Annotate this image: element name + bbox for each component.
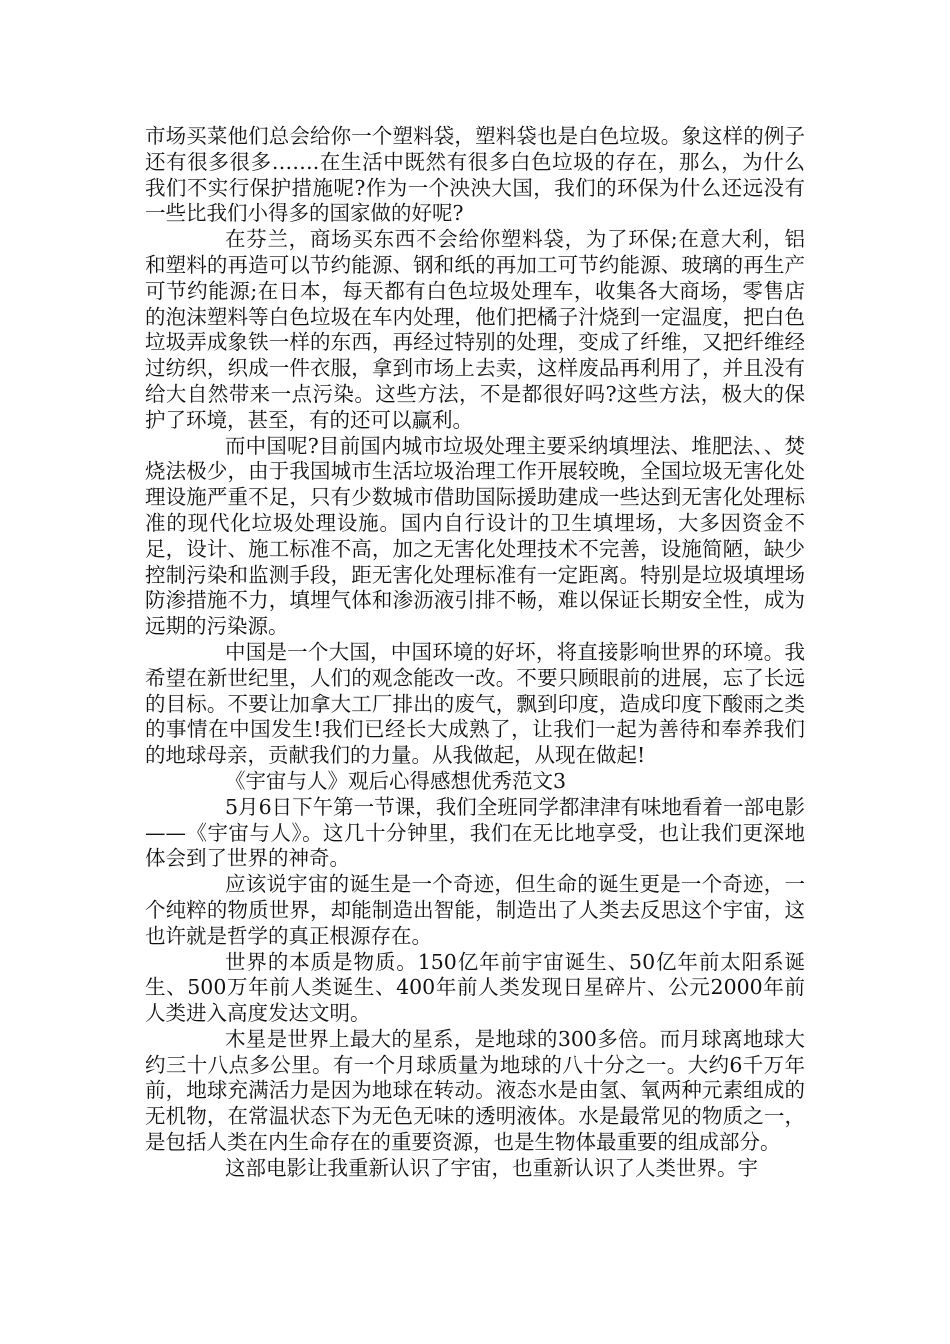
section-heading: 《宇宙与人》观后心得感想优秀范文3 — [225, 768, 567, 793]
paragraph-3: 而中国呢?目前国内城市垃圾处理主要采纳填埋法、堆肥法、、焚烧法极少，由于我国城市生活垃圾治理工作开展较晚，全国垃圾无害化处理设施严重不足，只有少数城市借助国际援助建成一些达到无害化处理标准的现代化垃圾处理设施。国内自行设计的卫生填埋场，大多因资金不足，设计、施工标准不高，加之无害化处理技术不完善，设施简陋，缺少控制污染和监测手段，距无害化处理标准有一定距离。特别是垃圾填埋场防渗措施不力，填埋气体和渗沥液引排不畅，难以保证长期安全性，成为远期的污染源。 — [145, 433, 805, 639]
paragraph-1: 市场买菜他们总会给你一个塑料袋，塑料袋也是白色垃圾。象这样的例子还有很多很多…….在生活中既然有很多白色垃圾的存在，那么，为什么我们不实行保护措施呢?作为一个泱泱大国，我们的环保为什么还远没有一些比我们小得多的国家做的好呢? — [145, 124, 805, 226]
paragraph-2: 在芬兰，商场买东西不会给你塑料袋，为了环保;在意大利，铝和塑料的再造可以节约能源、钢和纸的再加工可节约能源、玻璃的再生产可节约能源;在日本，每天都有白色垃圾处理车，收集各大商场，零售店的泡沫塑料等白色垃圾在车内处理，他们把橘子汁烧到一定温度，把白色垃圾弄成象铁一样的东西，再经过特别的处理，变成了纤维，又把纤维经过纺织，织成一件衣服，拿到市场上去卖，这样废品再利用了，并且没有给大自然带来一点污染。这些方法，不是都很好吗?这些方法，极大的保护了环境，甚至，有的还可以赢利。 — [145, 227, 805, 432]
paragraph-5: 5月6日下午第一节课，我们全班同学都津津有味地看着一部电影——《宇宙与人》。这几十分钟里，我们在无比地享受，也让我们更深地体会到了世界的神奇。 — [145, 794, 805, 871]
document-body — [145, 124, 805, 1182]
paragraph-8: 木星是世界上最大的星系，是地球的300多倍。而月球离地球大约三十八点多公里。有一个月球质量为地球的八十分之一。大约6千万年前，地球充满活力是因为地球在转动。液态水是由氢、氧两种元素组成的无机物，在常温状态下为无色无味的透明液体。水是最常见的物质之一，是包括人类在内生命存在的重要资源，也是生物体最重要的组成部分。 — [145, 1026, 805, 1155]
paragraph-9: 这部电影让我重新认识了宇宙，也重新认识了人类世界。宇 — [225, 1155, 758, 1180]
paragraph-4: 中国是一个大国，中国环境的好坏，将直接影响世界的环境。我希望在新世纪里，人们的观念能改一改。不要只顾眼前的进展，忘了长远的目标。不要让加拿大工厂排出的废气，飘到印度，造成印度下酸雨之类的事情在中国发生!我们已经长大成熟了，让我们一起为善待和奉养我们的地球母亲，贡献我们的力量。从我做起，从现在做起! — [145, 639, 805, 768]
paragraph-6: 应该说宇宙的诞生是一个奇迹，但生命的诞生更是一个奇迹，一个纯粹的物质世界，却能制造出智能，制造出了人类去反思这个宇宙，这也许就是哲学的真正根源存在。 — [145, 872, 805, 948]
paragraph-7: 世界的本质是物质。150亿年前宇宙诞生、50亿年前太阳系诞生、500万年前人类诞生、400年前人类发现日星碎片、公元2000年前人类进入高度发达文明。 — [145, 949, 805, 1026]
